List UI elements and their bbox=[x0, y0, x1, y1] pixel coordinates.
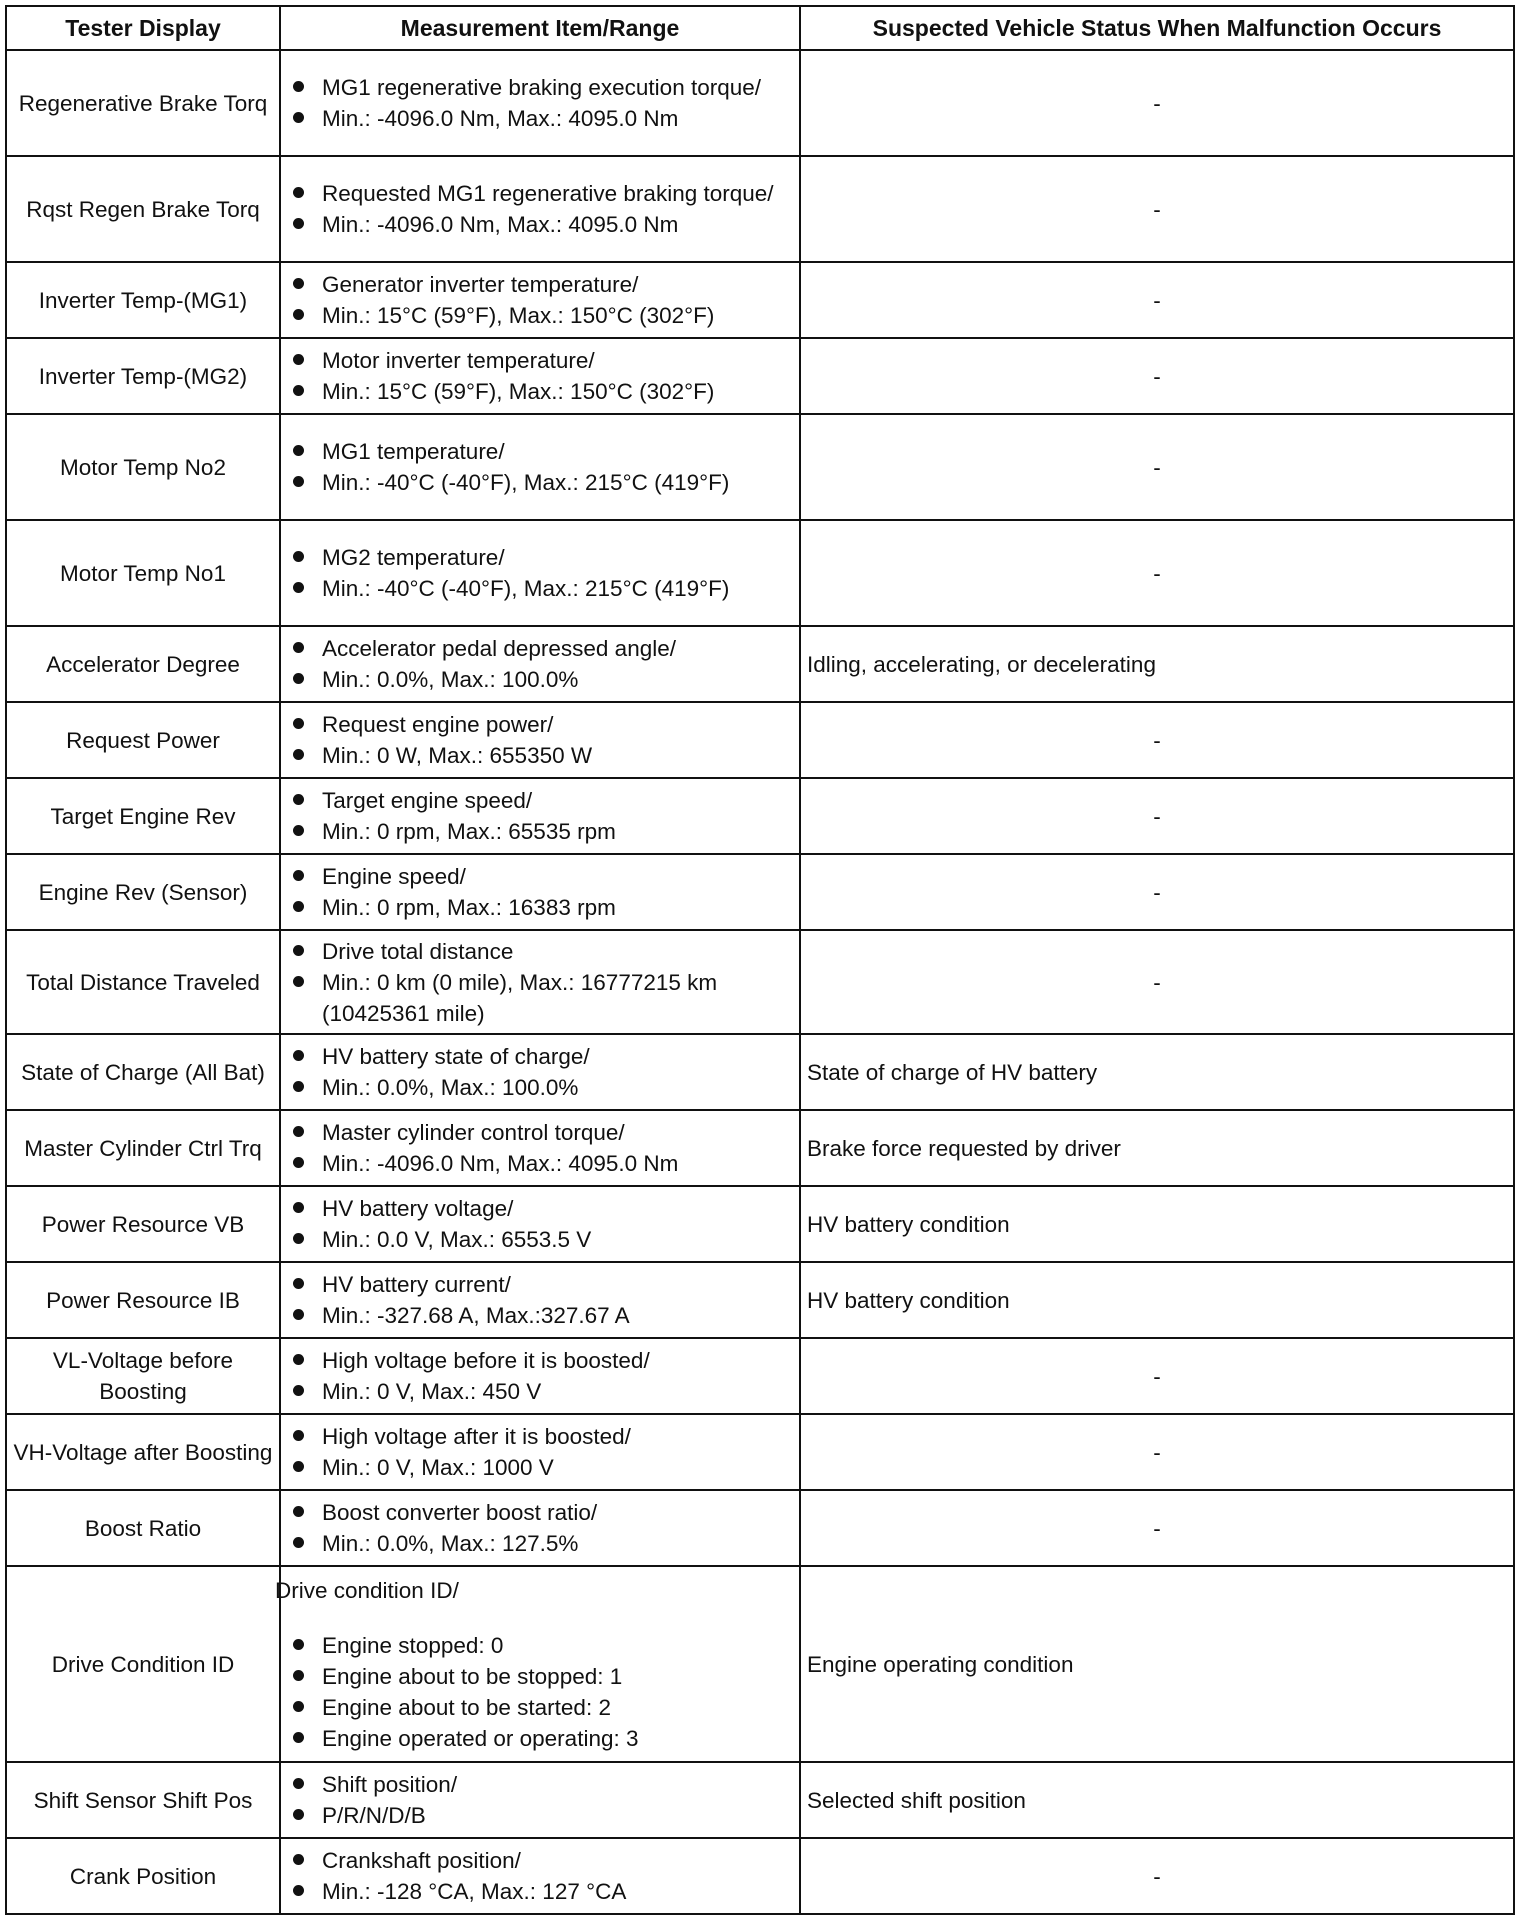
tester-display-cell: Motor Temp No1 bbox=[6, 520, 280, 626]
status-cell: - bbox=[800, 930, 1514, 1034]
tester-display-cell: Regenerative Brake Torq bbox=[6, 50, 280, 156]
measurement-cell bbox=[275, 1566, 800, 1762]
measurement-cell bbox=[280, 156, 800, 262]
table-row bbox=[6, 414, 1514, 520]
measurement-item: Boost converter boost ratio/ bbox=[287, 1497, 793, 1528]
measurement-intro: Drive condition ID/ bbox=[275, 1577, 459, 1603]
measurement-item: Min.: -327.68 A, Max.:327.67 A bbox=[287, 1300, 793, 1331]
status-cell: Idling, accelerating, or decelerating bbox=[800, 626, 1514, 702]
table-row bbox=[6, 930, 1514, 1034]
measurement-item: Requested MG1 regenerative braking torque/ bbox=[287, 178, 793, 209]
table-row bbox=[6, 1034, 1514, 1110]
tester-display-cell: Accelerator Degree bbox=[6, 626, 280, 702]
measurement-item: Engine about to be stopped: 1 bbox=[287, 1661, 793, 1692]
table-row bbox=[6, 1262, 1514, 1338]
tester-display-cell: Inverter Temp-(MG1) bbox=[6, 262, 280, 338]
measurement-cell bbox=[280, 854, 800, 930]
tester-display-cell: Crank Position bbox=[6, 1838, 280, 1914]
measurement-item: Min.: 0.0%, Max.: 100.0% bbox=[287, 1072, 793, 1103]
measurement-item: Motor inverter temperature/ bbox=[287, 345, 793, 376]
status-cell: State of charge of HV battery bbox=[800, 1034, 1514, 1110]
table-row bbox=[6, 1762, 1514, 1838]
measurement-item: Min.: 0 V, Max.: 1000 V bbox=[287, 1452, 793, 1483]
measurement-item: MG1 temperature/ bbox=[287, 436, 793, 467]
tester-display-cell: VL-Voltage before Boosting bbox=[6, 1338, 280, 1414]
measurement-item: Request engine power/ bbox=[287, 709, 793, 740]
header-suspected-status: Suspected Vehicle Status When Malfunction Occurs bbox=[800, 6, 1514, 50]
data-list-table bbox=[5, 5, 1515, 1915]
measurement-cell bbox=[280, 702, 800, 778]
measurement-cell bbox=[280, 414, 800, 520]
status-cell: - bbox=[800, 414, 1514, 520]
measurement-item: Engine stopped: 0 bbox=[287, 1630, 793, 1661]
tester-display-cell: Drive Condition ID bbox=[6, 1566, 280, 1762]
tester-display-cell: Engine Rev (Sensor) bbox=[6, 854, 280, 930]
measurement-item: Shift position/ bbox=[287, 1769, 793, 1800]
measurement-item: Min.: -40°C (-40°F), Max.: 215°C (419°F) bbox=[287, 467, 793, 498]
status-cell: - bbox=[800, 1338, 1514, 1414]
measurement-item: Generator inverter temperature/ bbox=[287, 269, 793, 300]
status-cell: HV battery condition bbox=[800, 1186, 1514, 1262]
measurement-item: HV battery voltage/ bbox=[287, 1193, 793, 1224]
measurement-item: Min.: -4096.0 Nm, Max.: 4095.0 Nm bbox=[287, 209, 793, 240]
status-cell: - bbox=[800, 1838, 1514, 1914]
header-tester-display: Tester Display bbox=[6, 6, 280, 50]
measurement-item: Min.: 0.0 V, Max.: 6553.5 V bbox=[287, 1224, 793, 1255]
measurement-cell bbox=[280, 1838, 800, 1914]
status-cell: - bbox=[800, 50, 1514, 156]
measurement-item: Accelerator pedal depressed angle/ bbox=[287, 633, 793, 664]
measurement-item: Min.: 15°C (59°F), Max.: 150°C (302°F) bbox=[287, 376, 793, 407]
measurement-cell bbox=[280, 1034, 800, 1110]
table-row bbox=[6, 1186, 1514, 1262]
measurement-cell bbox=[280, 1338, 800, 1414]
table-row bbox=[6, 50, 1514, 156]
table-row bbox=[6, 156, 1514, 262]
tester-display-cell: Master Cylinder Ctrl Trq bbox=[6, 1110, 280, 1186]
status-cell: - bbox=[800, 854, 1514, 930]
measurement-item: MG1 regenerative braking execution torque/ bbox=[287, 72, 793, 103]
measurement-cell bbox=[280, 338, 800, 414]
tester-display-cell: Inverter Temp-(MG2) bbox=[6, 338, 280, 414]
measurement-item: Min.: 0 W, Max.: 655350 W bbox=[287, 740, 793, 771]
table-row bbox=[6, 1490, 1514, 1566]
measurement-item: Drive total distance bbox=[287, 936, 793, 967]
measurement-cell bbox=[280, 262, 800, 338]
tester-display-cell: Motor Temp No2 bbox=[6, 414, 280, 520]
measurement-cell bbox=[280, 50, 800, 156]
header-measurement-item-range: Measurement Item/Range bbox=[280, 6, 800, 50]
status-cell: Engine operating condition bbox=[800, 1566, 1514, 1762]
measurement-cell bbox=[280, 930, 800, 1034]
status-cell: - bbox=[800, 262, 1514, 338]
measurement-item: Target engine speed/ bbox=[287, 785, 793, 816]
tester-display-cell: Shift Sensor Shift Pos bbox=[6, 1762, 280, 1838]
table-row bbox=[6, 1838, 1514, 1914]
tester-display-cell: State of Charge (All Bat) bbox=[6, 1034, 280, 1110]
tester-display-cell: Boost Ratio bbox=[6, 1490, 280, 1566]
status-cell: - bbox=[800, 1490, 1514, 1566]
table-row bbox=[6, 338, 1514, 414]
status-cell: Selected shift position bbox=[800, 1762, 1514, 1838]
table-row bbox=[6, 778, 1514, 854]
measurement-cell bbox=[280, 778, 800, 854]
status-cell: - bbox=[800, 338, 1514, 414]
measurement-item: Engine operated or operating: 3 bbox=[287, 1723, 793, 1754]
measurement-item: P/R/N/D/B bbox=[287, 1800, 793, 1831]
measurement-item: High voltage after it is boosted/ bbox=[287, 1421, 793, 1452]
measurement-item: Min.: 0.0%, Max.: 100.0% bbox=[287, 664, 793, 695]
tester-display-cell: VH-Voltage after Boosting bbox=[6, 1414, 280, 1490]
measurement-item: Min.: 0 rpm, Max.: 65535 rpm bbox=[287, 816, 793, 847]
measurement-cell bbox=[280, 1110, 800, 1186]
tester-display-cell: Total Distance Traveled bbox=[6, 930, 280, 1034]
table-row bbox=[6, 702, 1514, 778]
tester-display-cell: Power Resource IB bbox=[6, 1262, 280, 1338]
measurement-item: Min.: 0 rpm, Max.: 16383 rpm bbox=[287, 892, 793, 923]
measurement-item: Min.: -4096.0 Nm, Max.: 4095.0 Nm bbox=[287, 1148, 793, 1179]
table-row bbox=[6, 1414, 1514, 1490]
header-row bbox=[6, 6, 1514, 50]
table-row bbox=[6, 262, 1514, 338]
measurement-item: MG2 temperature/ bbox=[287, 542, 793, 573]
status-cell: - bbox=[800, 1414, 1514, 1490]
table-row bbox=[6, 1110, 1514, 1186]
measurement-item: Master cylinder control torque/ bbox=[287, 1117, 793, 1148]
measurement-item: Engine about to be started: 2 bbox=[287, 1692, 793, 1723]
status-cell: - bbox=[800, 778, 1514, 854]
tester-display-cell: Power Resource VB bbox=[6, 1186, 280, 1262]
measurement-cell bbox=[280, 1490, 800, 1566]
measurement-item: Min.: 0.0%, Max.: 127.5% bbox=[287, 1528, 793, 1559]
table-row bbox=[6, 854, 1514, 930]
status-cell: Brake force requested by driver bbox=[800, 1110, 1514, 1186]
measurement-cell bbox=[280, 520, 800, 626]
tester-display-cell: Target Engine Rev bbox=[6, 778, 280, 854]
measurement-item: Min.: -4096.0 Nm, Max.: 4095.0 Nm bbox=[287, 103, 793, 134]
status-cell: - bbox=[800, 702, 1514, 778]
measurement-cell bbox=[280, 1262, 800, 1338]
measurement-cell bbox=[280, 1186, 800, 1262]
tester-display-cell: Request Power bbox=[6, 702, 280, 778]
status-cell: - bbox=[800, 520, 1514, 626]
measurement-item: Min.: 0 V, Max.: 450 V bbox=[287, 1376, 793, 1407]
table-row bbox=[6, 520, 1514, 626]
measurement-item: High voltage before it is boosted/ bbox=[287, 1345, 793, 1376]
table-row bbox=[6, 1338, 1514, 1414]
measurement-item: HV battery state of charge/ bbox=[287, 1041, 793, 1072]
measurement-item: Min.: -40°C (-40°F), Max.: 215°C (419°F) bbox=[287, 573, 793, 604]
measurement-item: Min.: -128 °CA, Max.: 127 °CA bbox=[287, 1876, 793, 1907]
measurement-item: Crankshaft position/ bbox=[287, 1845, 793, 1876]
table-row bbox=[6, 626, 1514, 702]
status-cell: - bbox=[800, 156, 1514, 262]
measurement-item: Min.: 15°C (59°F), Max.: 150°C (302°F) bbox=[287, 300, 793, 331]
measurement-item: HV battery current/ bbox=[287, 1269, 793, 1300]
measurement-cell bbox=[280, 1762, 800, 1838]
table-row bbox=[6, 1566, 1514, 1762]
measurement-item: Min.: 0 km (0 mile), Max.: 16777215 km (10425361 mile) bbox=[287, 967, 793, 1029]
measurement-item: Engine speed/ bbox=[287, 861, 793, 892]
tester-display-cell: Rqst Regen Brake Torq bbox=[6, 156, 280, 262]
measurement-cell bbox=[280, 1414, 800, 1490]
measurement-cell bbox=[280, 626, 800, 702]
status-cell: HV battery condition bbox=[800, 1262, 1514, 1338]
